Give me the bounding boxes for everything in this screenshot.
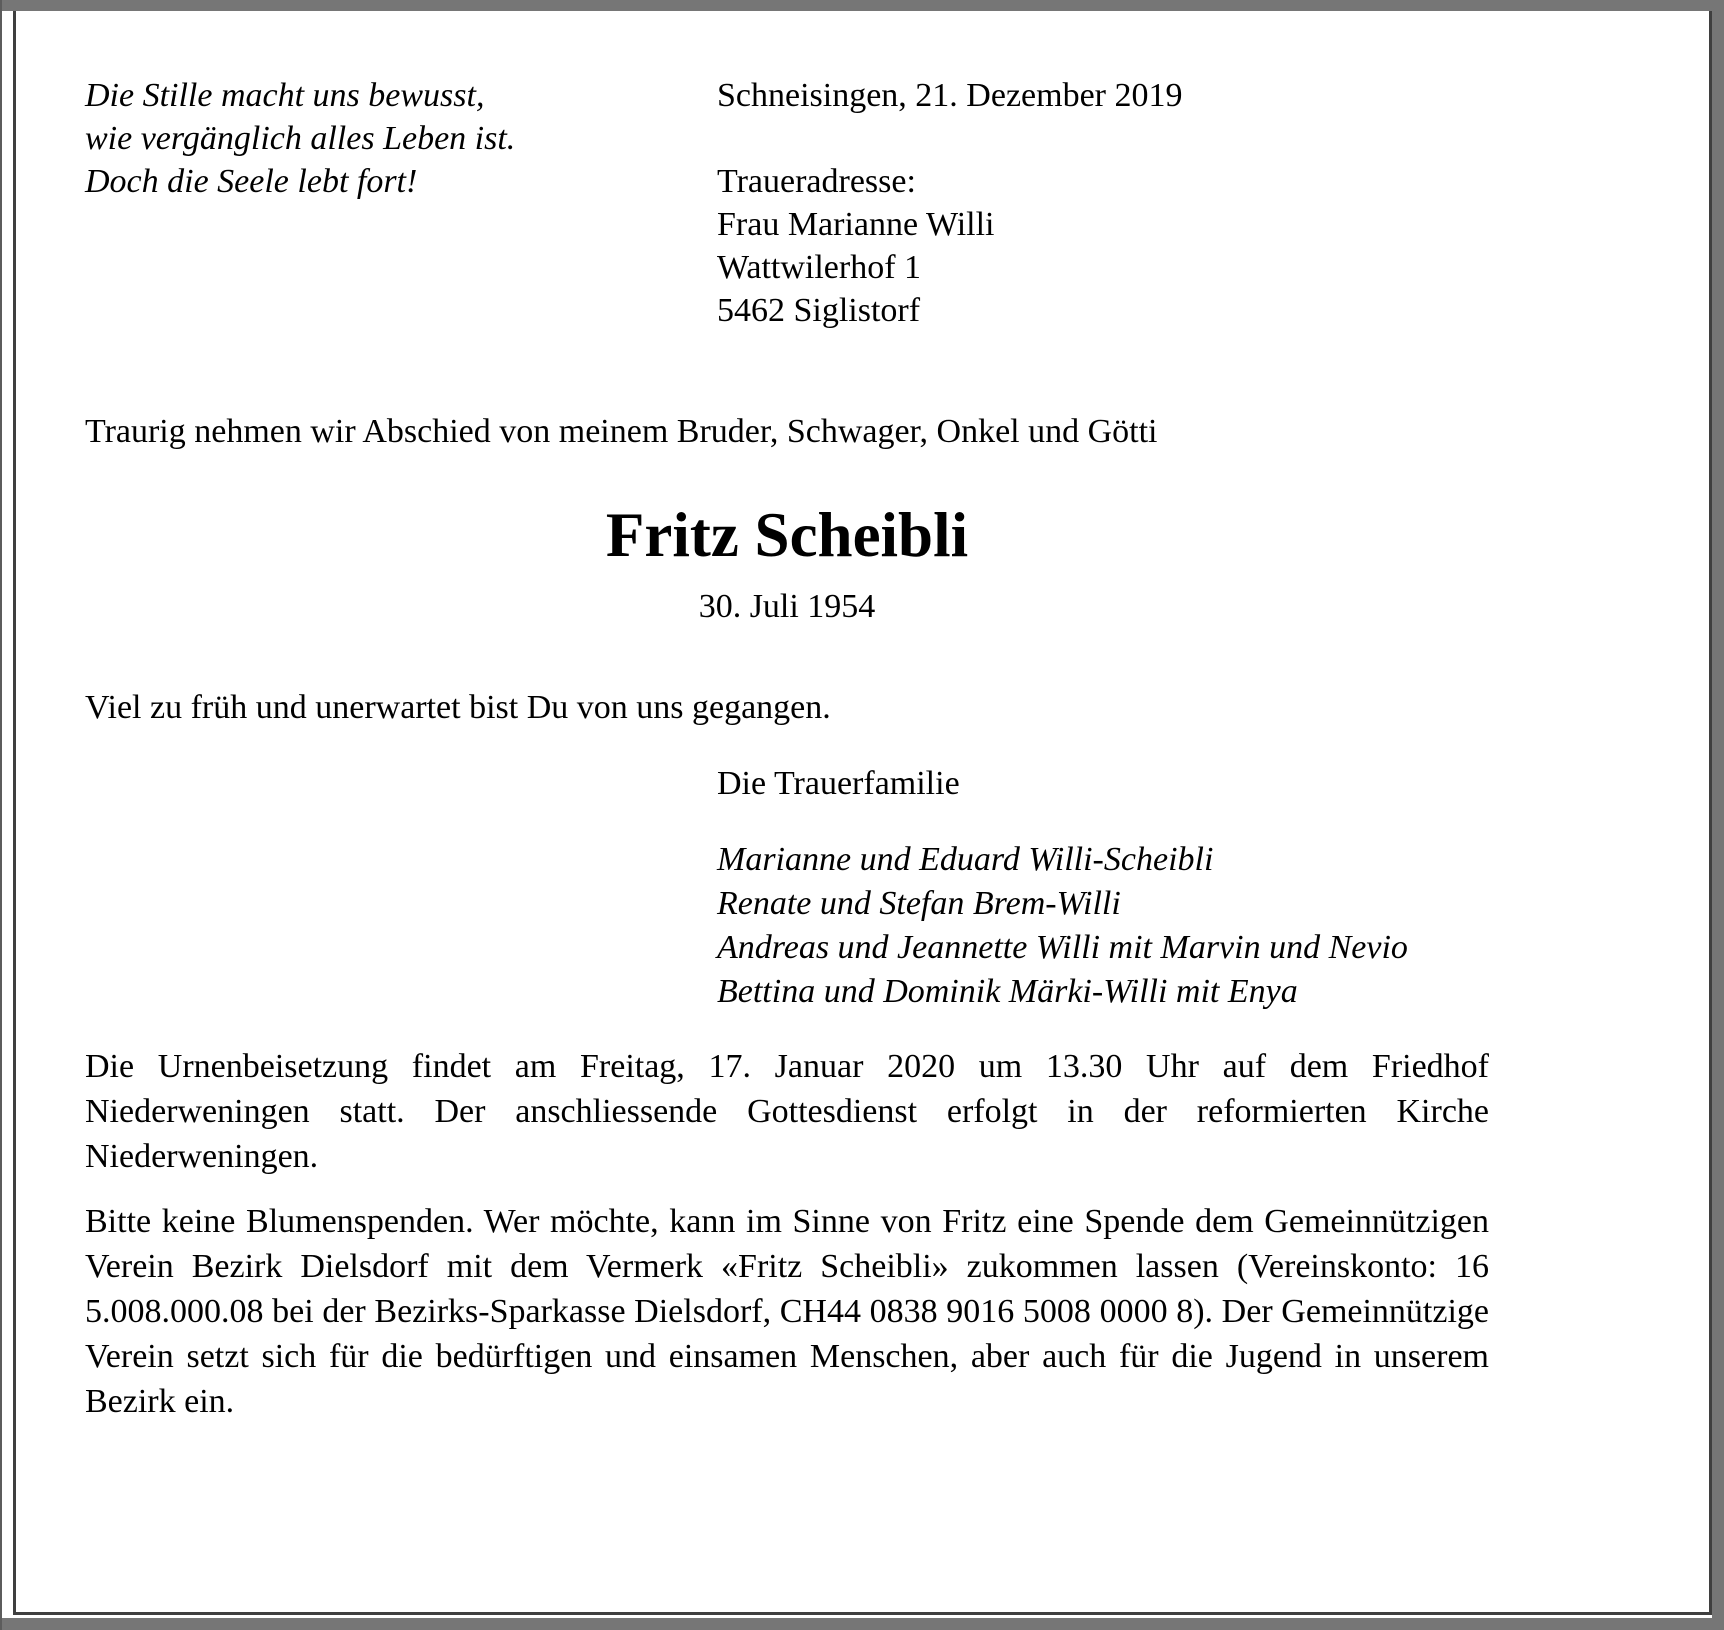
donation-paragraph: Bitte keine Blumenspenden. Wer möchte, kann im Sinne von Fritz eine Spende dem Gemeinnützigen Verein Bezirk Dielsdorf mit dem Vermerk «Fritz Scheibli» zukommen lassen (Vereinskonto: 16 5.008.000.08 bei der Bezirks-Sparkasse Dielsdorf, CH44 0838 9016 5008 0000 8). Der Gemeinnützige Verein setzt sich für die bedürftigen und einsamen Menschen, aber auch für die Jugend in unserem Bezirk ein.: [85, 1203, 1489, 1420]
family-block: [717, 762, 1489, 1014]
viewer-edge-right: [1712, 0, 1724, 1630]
viewer-edge-bottom: [0, 1618, 1724, 1630]
burial-paragraph: Die Urnenbeisetzung findet am Freitag, 17. Januar 2020 um 13.30 Uhr auf dem Friedhof Niederweningen statt. Der anschliessende Gottesdienst erfolgt in der reformierten Kirche Niederweningen.: [85, 1048, 1489, 1175]
family-list: [717, 838, 1489, 1014]
deceased-name: Fritz Scheibli: [605, 500, 969, 570]
viewer-edge-left: [0, 0, 2, 1630]
family-line: Bettina und Dominik Märki-Willi mit Enya: [717, 973, 1298, 1010]
family-label: Die Trauerfamilie: [717, 765, 960, 802]
address-line: Wattwilerhof 1: [717, 249, 922, 286]
family-line: Andreas und Jeannette Willi mit Marvin und Nevio: [717, 929, 1408, 966]
family-line: Renate und Stefan Brem-Willi: [717, 885, 1121, 922]
poem-line: Doch die Seele lebt fort!: [85, 163, 418, 200]
address-column: [717, 74, 1489, 332]
address-line: 5462 Siglistorf: [717, 292, 921, 329]
mourning-address-label: Traueradresse:: [717, 163, 916, 200]
intro-text: Traurig nehmen wir Abschied von meinem Bruder, Schwager, Onkel und Götti: [85, 413, 1158, 450]
poem-line: Die Stille macht uns bewusst,: [85, 77, 485, 114]
obituary-page: [2, 11, 1712, 1618]
family-line: Marianne und Eduard Willi-Scheibli: [717, 841, 1214, 878]
poem-line: wie vergänglich alles Leben ist.: [85, 120, 516, 157]
farewell-text: Viel zu früh und unerwartet bist Du von uns gegangen.: [85, 689, 831, 726]
birth-date: 30. Juli 1954: [698, 588, 876, 625]
poem: [85, 74, 717, 332]
header-row: [85, 74, 1489, 332]
viewer-edge-top: [0, 0, 1724, 11]
obituary-content: [85, 74, 1489, 1424]
address-line: Frau Marianne Willi: [717, 206, 995, 243]
dateline: Schneisingen, 21. Dezember 2019: [717, 77, 1183, 114]
